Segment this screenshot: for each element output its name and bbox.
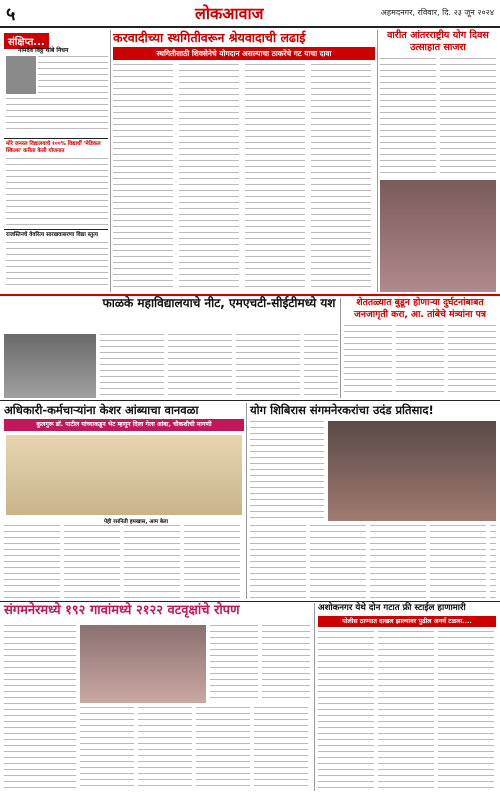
section-divider	[0, 400, 500, 401]
column-divider	[110, 30, 111, 292]
farm-pond-body	[344, 325, 496, 397]
yoga-camp-body-cont	[250, 525, 496, 599]
yoga-camp-photo	[328, 421, 496, 521]
divider	[4, 138, 108, 139]
yoga-day-story	[380, 30, 496, 178]
yoga-day-headline: वारीत आंतरराष्ट्रीय योग दिवस उत्साहात साजरा	[387, 30, 489, 53]
sidebar-item1-body-cont	[6, 98, 108, 134]
ashok-headline: अशोकनगर येथे दोन गटात फ्री स्टाईल हाणामारी	[318, 603, 466, 613]
sidebar-item3-body	[6, 242, 108, 290]
section-divider	[0, 601, 500, 602]
sangamner-photo	[80, 625, 206, 703]
farm-pond-story	[344, 297, 496, 399]
sangamner-body-cont	[80, 707, 312, 791]
sangamner-headline: संगमनेरमध्ये १९२ गावांमध्ये २१२२ वटवृक्षांचे रोपण	[4, 603, 240, 618]
sidebar-item3-head: राजस्तिनचे वेवरित्य सारखवासरणा विद्या स्तुत्य	[6, 232, 98, 238]
obituary-photo	[6, 56, 36, 94]
officials-subhead: कुलगुरू डॉ. पाटील यांच्याकडून भेट म्हणून दिला गेला आंबा, चौकशीची मागणी	[4, 419, 244, 431]
masthead: लोकआवाज	[195, 4, 264, 23]
lead-subhead: स्थगितीसाठी शिवसेनेचे योगदान असल्याचा ठाकरेंचे गट याचा दावा	[113, 47, 375, 60]
sidebar-item1-head: नामदेव विठ्ठ थांबे निधन	[18, 47, 69, 54]
lead-headline: करवादीच्या स्थगितीवरून श्रेयवादाची लढाई	[113, 30, 306, 45]
yoga-camp-story	[250, 403, 496, 599]
officials-band: अधिकारी-कर्मचाऱ्यांना केशर आंब्याचा वानवळा	[4, 403, 199, 417]
yoga-day-body	[380, 58, 496, 176]
column-divider	[377, 30, 378, 292]
sangamner-body-side	[210, 625, 312, 703]
column-divider	[340, 298, 341, 398]
neet-headline: फाळके महाविद्यालयाचे नीट, एमएचटी-सीईटीमध्ये यश	[102, 296, 336, 310]
sangamner-body	[4, 625, 76, 791]
yoga-day-photo	[380, 180, 496, 292]
sangamner-story	[4, 603, 312, 791]
lead-body	[113, 64, 375, 290]
ashok-body	[318, 631, 496, 789]
ashok-story	[318, 603, 496, 791]
page-header	[0, 0, 500, 28]
officials-body	[4, 525, 244, 599]
page-number: ५	[6, 4, 16, 25]
sidebar-title: संक्षिप्त...	[4, 33, 49, 49]
sidebar	[4, 30, 108, 292]
ashok-subhead: पोलीस ठाण्यात दाखल झाल्यावर पुढील अनर्थ टळला....	[318, 616, 496, 627]
divider	[4, 229, 108, 230]
dateline: अहमदनगर, रविवार, दि. २३ जून २०२४	[380, 8, 494, 17]
officials-caption: पेही रसनिती हमखास, आम बेला	[104, 519, 168, 525]
yoga-camp-headline: योग शिबिरास संगमनेरकरांचा उदंड प्रतिसाद!	[250, 403, 434, 417]
officials-photo	[6, 435, 242, 515]
column-divider	[314, 603, 315, 791]
neet-photo	[4, 334, 96, 398]
farm-pond-headline: शेततळ्यात बुडून होणाऱ्या दुर्घटनांबाबत जनजागृती करा, आ. तांबेचे मंत्र्यांना पत्र	[354, 297, 486, 320]
sidebar-item2-head: मोरे जनरल विद्यालयाचे १००% विद्यार्थी 'मेडिकल स्किल्स' करीता केली योजनात	[6, 141, 101, 154]
yoga-camp-body	[250, 421, 324, 521]
lead-story	[113, 30, 375, 292]
sidebar-item2-body	[6, 158, 108, 226]
officials-story	[4, 403, 244, 599]
neet-body	[100, 334, 338, 398]
column-divider	[246, 403, 247, 599]
sidebar-item1-body	[38, 56, 108, 96]
